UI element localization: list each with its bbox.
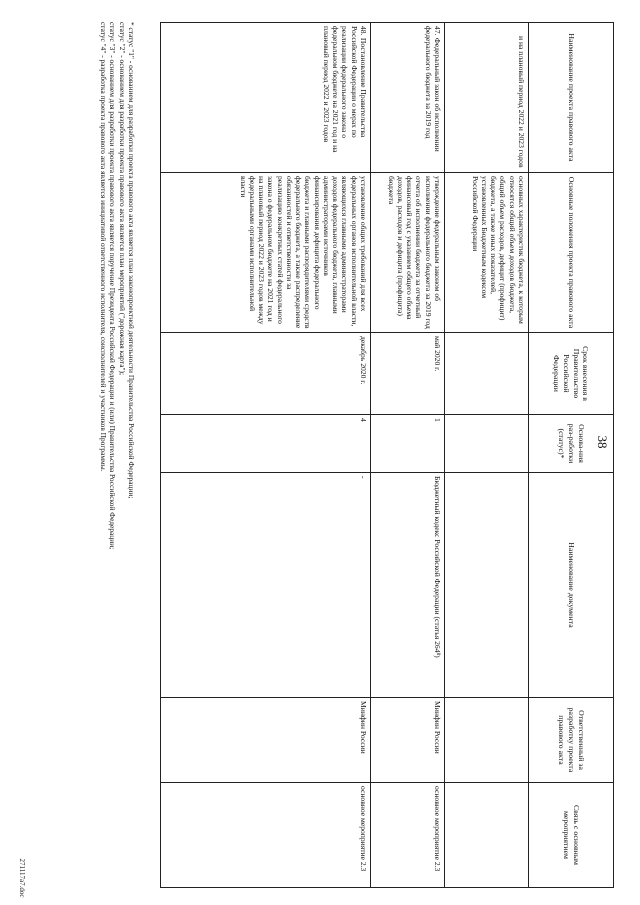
header-status: Основа-ния раз-работки (статус)* (529, 415, 614, 473)
cell-provisions: установление общих требований для всех федеральных органов исполнительной власти, являющихся главными администраторами доходов федерального бюджета, главными администраторами источников финансирования дефицита федерального бюджета и главными распорядителями средств федерального бюджета, а также распределение обязанностей и ответственности за реализацию конкретных статей федерального закона о федеральном бюджете на 2021 год и на плановый период 2022 и 2023 годов между федеральными органами исполнительной власти (161, 173, 371, 333)
cell-link (445, 783, 529, 888)
header-act-name: Наименование проекта правового акта (529, 23, 614, 173)
cell-document: Бюджетный кодекс Российской Федерации (статья 264⁸) (371, 473, 445, 698)
cell-deadline: декабрь 2020 г. (161, 333, 371, 415)
cell-document: - (161, 473, 371, 698)
cell-act-name (445, 23, 529, 173)
cell-deadline: май 2020 г. (371, 333, 445, 415)
row-number: 48. (359, 26, 368, 36)
row-number: 47. (433, 26, 442, 36)
cell-document (445, 473, 529, 698)
table-header-row (529, 23, 614, 888)
cell-responsible: Минфин России (161, 698, 371, 783)
footnote-status-3: статус "3" - основанием для разработки проекта правового акта является поручение Президента Российской Федерации и (или) Правительства Российской Федерации; (108, 22, 118, 550)
footnotes (99, 22, 136, 887)
cell-status (445, 415, 529, 473)
act-name-text: Постановление Правительства Российской Федерации о мерах по реализации федерального закона о федеральном бюджете на 2021 год и на плановый период 2022 и 2023 годов (322, 26, 368, 153)
cell-provisions: основных характеристик бюджета, к которым относятся общий объем доходов бюджета, общий объем расходов, дефицит (профицит) бюджета, а также иных показателей, установленных Бюджетным кодексом Российской Федерации (445, 173, 529, 333)
act-name-text: и на плановый период 2022 и 2023 годов (517, 36, 526, 168)
cell-status: 1 (371, 415, 445, 473)
cell-deadline (445, 333, 529, 415)
cell-act-name (371, 23, 445, 173)
cell-provisions: утверждение федеральным законом об исполнении федерального бюджета за 2019 год отчета об исполнении бюджета за отчетный финансовый год с указанием общего объема доходов, расходов и дефицита (профицита) бюджета (371, 173, 445, 333)
cell-link: основное мероприятие 2.3 (161, 783, 371, 888)
page-number: 38 (595, 435, 610, 449)
cell-link: основное мероприятие 2.3 (371, 783, 445, 888)
header-responsible: Ответственный за разработку проекта правового акта (529, 698, 614, 783)
header-document: Наименование документа (529, 473, 614, 698)
cell-responsible (445, 698, 529, 783)
header-provisions: Основные положения проекта правового акта (529, 173, 614, 333)
cell-status: 4 (161, 415, 371, 473)
table-row (445, 23, 529, 888)
cell-act-name (161, 23, 371, 173)
footnote-status-4: статус "4" - разработка проекта правового акта является инициативой ответственного исполнителя, соисполнителей и участников Программы. (99, 22, 109, 472)
rotated-page-content (34, 22, 614, 887)
header-deadline: Срок внесения в Правительство Российской Федерации (529, 333, 614, 415)
table-row (371, 23, 445, 888)
table-row (161, 23, 371, 888)
header-link: Связь с основным мероприятием (529, 783, 614, 888)
legal-acts-table (160, 22, 614, 888)
cell-responsible: Минфин России (371, 698, 445, 783)
footnote-status-1: * статус "1" - основанием для разработки проекта правового акта является план законопроектной деятельности Правительства Российской Федерации; (127, 22, 136, 499)
document-id: 271117a7.doc (18, 858, 26, 898)
act-name-text: Федеральный закон об исполнении федерального бюджета за 2019 год (423, 26, 442, 152)
footnote-status-2: статус "2" - основанием для разработки проекта правового акта является план мероприятий ("дорожная карта"); (117, 22, 127, 376)
